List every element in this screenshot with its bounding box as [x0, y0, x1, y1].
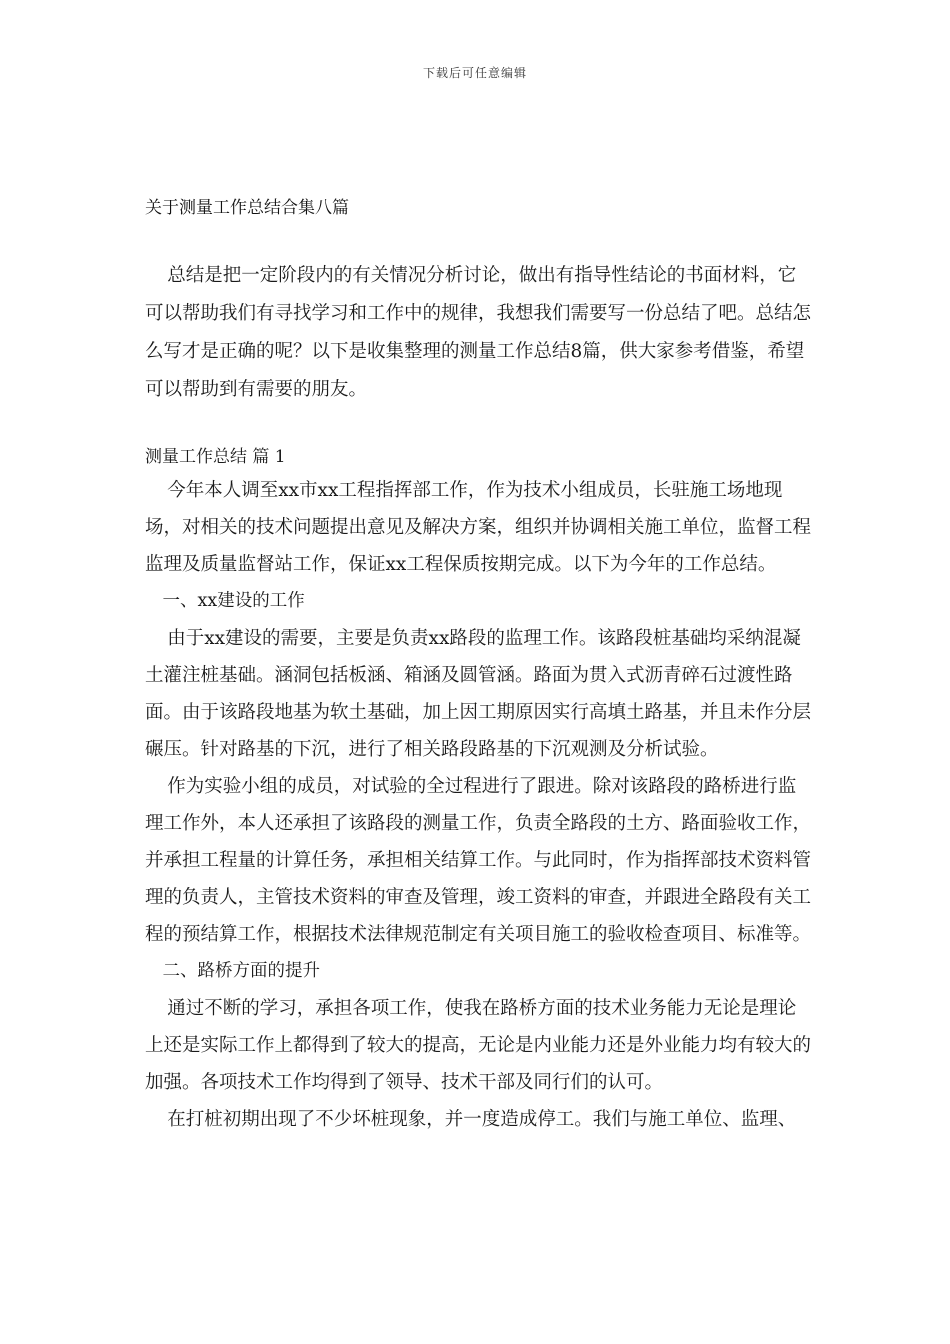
intro-paragraph: 总结是把一定阶段内的有关情况分析讨论，做出有指导性结论的书面材料，它可以帮助我们有寻找学习和工作中的规律，我想我们需要写一份总结了吧。总结怎么写才是正确的呢？以下是收集整理的测量工作总结8篇，供大家参考借鉴，希望可以帮助到有需要的朋友。	[145, 265, 812, 400]
subheading: 一、xx建设的工作	[162, 591, 305, 611]
paragraph: 通过不断的学习，承担各项工作，使我在路桥方面的技术业务能力无论是理论上还是实际工作上都得到了较大的提高，无论是内业能力还是外业能力均有较大的加强。各项技术工作均得到了领导、技术干部及同行们的认可。	[145, 998, 812, 1093]
page-header-note: 下载后可任意编辑	[422, 66, 527, 80]
paragraph: 由于xx建设的需要，主要是负责xx路段的监理工作。该路段桩基础均采纳混凝土灌注桩基础。涵洞包括板涵、箱涵及圆管涵。路面为贯入式沥青碎石过渡性路面。由于该路段地基为软土基础，加上因工期原因实行高填土路基，并且未作分层碾压。针对路基的下沉，进行了相关路段路基的下沉观测及分析试验。	[145, 628, 812, 760]
paragraph: 在打桩初期出现了不少坏桩现象，并一度造成停工。我们与施工单位、监理、	[167, 1109, 797, 1130]
document-body	[145, 257, 813, 1138]
paragraph: 今年本人调至xx市xx工程指挥部工作，作为技术小组成员，长驻施工场地现场，对相关的技术问题提出意见及解决方案，组织并协调相关施工单位，监督工程监理及质量监督站工作，保证xx工程保质按期完成。以下为今年的工作总结。	[145, 480, 812, 575]
paragraph: 作为实验小组的成员，对试验的全过程进行了跟进。除对该路段的路桥进行监理工作外，本人还承担了该路段的测量工作，负责全路段的土方、路面验收工作，并承担工程量的计算任务，承担相关结算工作。与此同时，作为指挥部技术资料管理的负责人，主管技术资料的审查及管理，竣工资料的审查，并跟进全路段有关工程的预结算工作，根据技术法律规范制定有关项目施工的验收检查项目、标准等。	[145, 776, 812, 945]
subheading: 二、路桥方面的提升	[162, 961, 320, 981]
section-heading-1: 测量工作总结 篇 1	[145, 447, 286, 467]
document-title: 关于测量工作总结合集八篇	[145, 198, 349, 218]
intro-section	[145, 257, 813, 409]
section-1-body	[145, 472, 813, 1138]
